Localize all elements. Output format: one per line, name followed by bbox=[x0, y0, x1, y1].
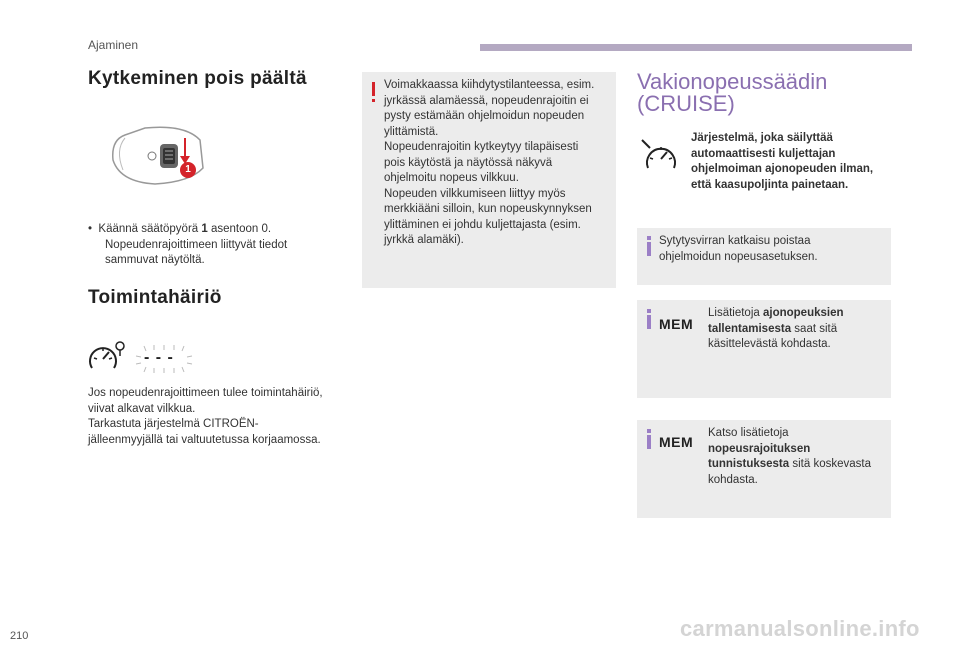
warning-line: merkkiääni silloin, kun nopeuskynnyksen bbox=[384, 203, 592, 215]
info-icon-dot bbox=[647, 429, 651, 433]
fault-description bbox=[88, 386, 348, 448]
memory-note-line-1-bold: ajonopeuksien bbox=[762, 307, 844, 319]
fault-text-3: Tarkastuta järjestelmä CITROËN- bbox=[88, 418, 259, 430]
memory-note-box bbox=[637, 300, 891, 398]
switch-off-title: Kytkeminen pois päältä bbox=[88, 68, 307, 89]
warning-exclamation-dot bbox=[372, 99, 375, 102]
cruise-intro-line: ohjelmoiman ajonopeuden ilman, bbox=[691, 163, 874, 175]
info-icon bbox=[647, 435, 651, 449]
header-bar bbox=[480, 44, 912, 51]
section-label: Ajaminen bbox=[88, 38, 139, 52]
warning-line: ohjelmoitu nopeus vilkkuu. bbox=[384, 172, 519, 184]
warning-exclamation-icon bbox=[372, 82, 375, 96]
memory-note-line-2 bbox=[708, 322, 888, 338]
page-number: 210 bbox=[10, 630, 29, 642]
speed-sign-note-line-2 bbox=[708, 442, 888, 458]
mem-icon: MEM bbox=[659, 434, 694, 450]
fault-title: Toimintahäiriö bbox=[88, 287, 222, 308]
speed-limiter-icon bbox=[88, 340, 128, 374]
step-line-1-bold: 1 bbox=[201, 223, 208, 235]
speed-sign-note-box bbox=[637, 420, 891, 518]
step-bullet: • bbox=[88, 223, 93, 235]
cruise-title-line-1: Vakionopeussäädin bbox=[637, 69, 828, 94]
memory-note-text bbox=[708, 306, 888, 353]
fault-text-4: jälleenmyyjällä tai valtuutetussa korjaamossa. bbox=[88, 433, 321, 446]
speed-sign-note-line-2-bold: nopeusrajoituksen bbox=[708, 442, 811, 455]
callout-number-badge: 1 bbox=[180, 162, 196, 178]
warning-line: jyrkkä alamäki). bbox=[384, 234, 464, 246]
info-icon-dot bbox=[647, 309, 651, 313]
cruise-intro bbox=[691, 131, 891, 193]
cruise-intro-line: että kaasupoljinta painetaan. bbox=[691, 178, 849, 191]
blinking-dashes-icon bbox=[134, 344, 194, 374]
mem-icon: MEM bbox=[659, 316, 694, 332]
cruise-control-icon bbox=[640, 138, 680, 172]
warning-line: jyrkässä alamäessä, nopeudenrajoitin ei bbox=[384, 94, 589, 107]
fault-dashes: - - - bbox=[144, 349, 174, 366]
memory-note-line-1-pre: Lisätietoja bbox=[708, 307, 763, 319]
warning-line: pysty estämään ohjelmoidun nopeuden bbox=[384, 110, 585, 122]
ignition-note-text bbox=[659, 234, 884, 265]
steering-wheel-illustration bbox=[105, 120, 215, 190]
speed-sign-note-line-3 bbox=[708, 457, 888, 473]
info-icon bbox=[647, 242, 651, 256]
memory-note-line-3: käsittelevästä kohdasta. bbox=[708, 338, 831, 350]
fault-text-1: Jos nopeudenrajoittimeen tulee toimintahäiriö, bbox=[88, 387, 323, 399]
step-line-1-pre: Käännä säätöpyörä bbox=[98, 223, 202, 235]
step-line-2: Nopeudenrajoittimeen liittyvät tiedot bbox=[105, 238, 288, 251]
warning-line: Nopeuden vilkkumiseen liittyy myös bbox=[384, 187, 566, 200]
ignition-note-line-1: Sytytysvirran katkaisu poistaa bbox=[659, 235, 811, 247]
warning-line: ylittäminen ei johdu kuljettajasta (esim. bbox=[384, 218, 581, 231]
memory-note-line-2-post: saat sitä bbox=[791, 322, 838, 335]
warning-line: Voimakkaassa kiihdytystilanteessa, esim. bbox=[384, 79, 595, 91]
step-instruction bbox=[88, 222, 338, 269]
watermark[interactable]: carmanualsonline.info bbox=[680, 616, 920, 641]
warning-box bbox=[362, 72, 616, 288]
speed-sign-note-text bbox=[708, 426, 888, 488]
memory-note-line-1 bbox=[708, 306, 888, 322]
speed-sign-note-line-4: kohdasta. bbox=[708, 473, 758, 486]
cruise-intro-line: Järjestelmä, joka säilyttää bbox=[691, 132, 833, 144]
speed-sign-note-line-3-post: sitä koskevasta bbox=[789, 458, 871, 470]
cruise-intro-line: automaattisesti kuljettajan bbox=[691, 147, 836, 160]
speed-sign-note-line-1: Katso lisätietoja bbox=[708, 427, 789, 439]
ignition-note-line-2: ohjelmoidun nopeusasetuksen. bbox=[659, 250, 818, 263]
ignition-note-box bbox=[637, 228, 891, 285]
warning-line: Nopeudenrajoitin kytkeytyy tilapäisesti bbox=[384, 141, 579, 153]
warning-line: ylittämistä. bbox=[384, 125, 439, 138]
step-line-1-post: asentoon 0. bbox=[207, 223, 272, 235]
cruise-title bbox=[637, 71, 827, 115]
step-line-1 bbox=[88, 222, 338, 238]
memory-note-line-2-bold: tallentamisesta bbox=[708, 322, 792, 335]
step-line-3: sammuvat näytöltä. bbox=[105, 254, 205, 266]
fault-text-2: viivat alkavat vilkkua. bbox=[88, 402, 196, 415]
cruise-title-line-2: (CRUISE) bbox=[637, 91, 735, 116]
warning-line: pois käytöstä ja näytössä näkyvä bbox=[384, 156, 553, 169]
speed-sign-note-line-3-bold: tunnistuksesta bbox=[708, 458, 790, 470]
info-icon-dot bbox=[647, 236, 651, 240]
warning-text bbox=[384, 78, 614, 249]
info-icon bbox=[647, 315, 651, 329]
